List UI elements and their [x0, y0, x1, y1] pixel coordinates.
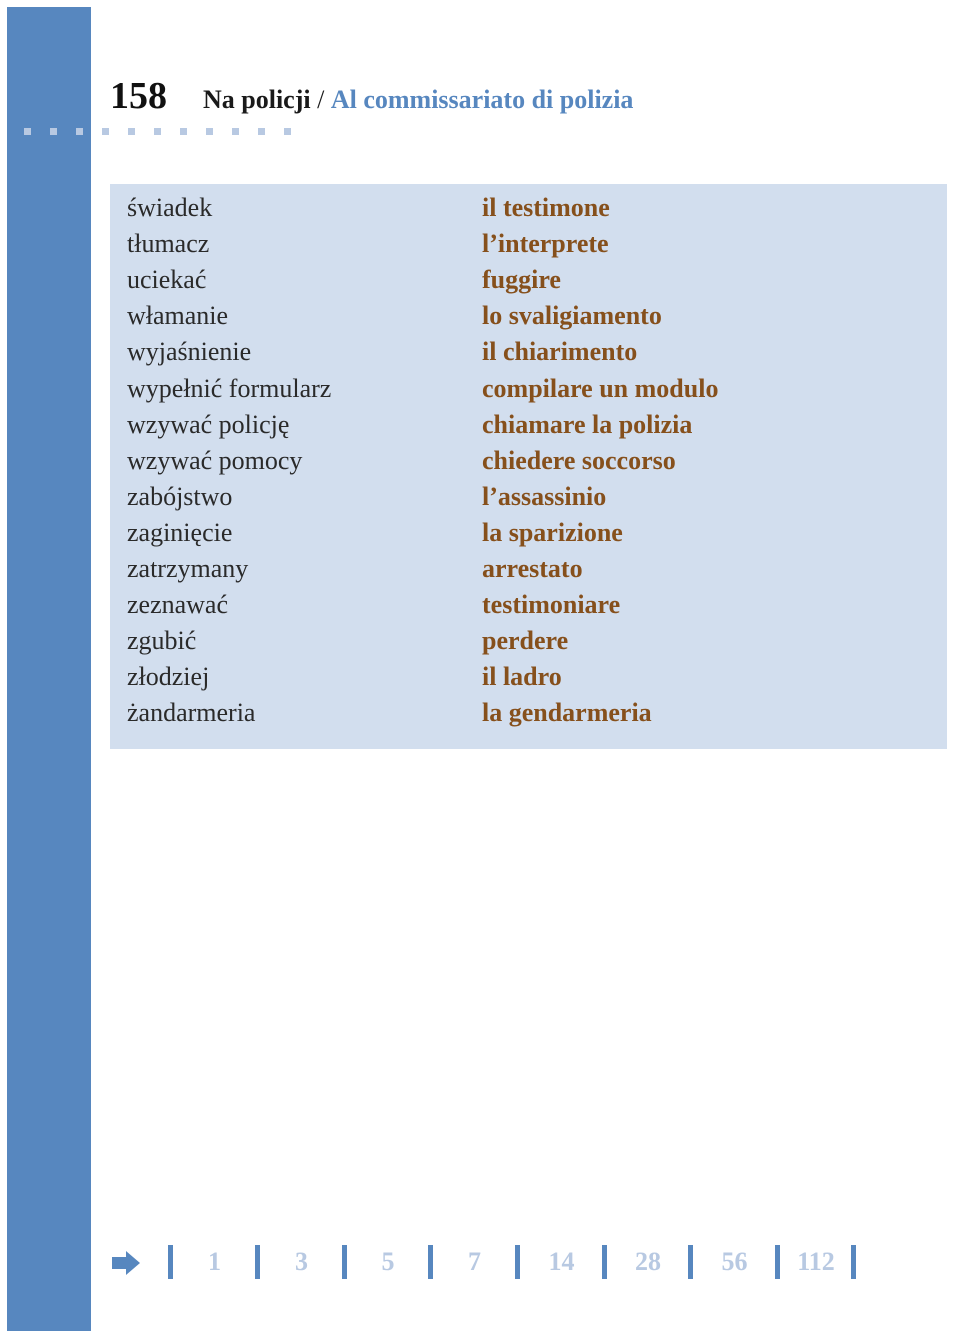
vocab-polish: wzywać policję: [127, 409, 290, 439]
vocab-row: [110, 587, 947, 623]
nav-separator: [342, 1245, 347, 1279]
page-number: 158: [110, 75, 167, 117]
nav-separator: [775, 1245, 780, 1279]
nav-page-56[interactable]: 56: [721, 1247, 748, 1276]
vocab-italian: l’assassinio: [482, 481, 607, 511]
nav-separator: [515, 1245, 520, 1279]
vocab-row: [110, 443, 947, 479]
dot: [24, 128, 31, 135]
vocab-row: [110, 515, 947, 551]
vocab-row: [110, 190, 947, 226]
dot: [232, 128, 239, 135]
vocab-italian: fuggire: [482, 265, 561, 295]
vocab-polish: wyjaśnienie: [127, 337, 252, 367]
side-bar: [7, 7, 91, 1331]
vocab-italian: l’interprete: [482, 229, 609, 259]
nav-page-5[interactable]: 5: [381, 1247, 395, 1276]
vocab-row: [110, 695, 947, 731]
vocab-italian: compilare un modulo: [482, 373, 719, 403]
title-polish: Na policji: [203, 85, 311, 114]
vocab-row: [110, 334, 947, 370]
vocab-italian: la sparizione: [482, 517, 623, 547]
vocab-polish: świadek: [127, 193, 213, 222]
nav-page-28[interactable]: 28: [635, 1247, 661, 1276]
page-navigation: [110, 1243, 870, 1283]
nav-separator: [688, 1245, 693, 1279]
dot: [76, 128, 83, 135]
vocabulary-box: [110, 184, 947, 749]
vocab-italian: chiamare la polizia: [482, 409, 693, 439]
vocab-polish: zeznawać: [127, 590, 229, 620]
nav-separator: [851, 1245, 856, 1279]
vocab-polish: złodziej: [127, 662, 210, 692]
vocab-row: [110, 226, 947, 262]
dot: [284, 128, 291, 135]
vocab-italian: perdere: [482, 626, 569, 656]
nav-separator: [428, 1245, 433, 1279]
vocab-row: [110, 623, 947, 659]
dot: [180, 128, 187, 135]
nav-separator: [602, 1245, 607, 1279]
title-separator: /: [310, 85, 331, 114]
vocab-polish: zatrzymany: [127, 554, 249, 583]
vocab-italian: testimoniare: [482, 590, 621, 620]
vocab-polish: zaginięcie: [127, 517, 233, 547]
vocab-polish: żandarmeria: [127, 698, 256, 728]
vocab-row: [110, 551, 947, 587]
vocab-row: [110, 298, 947, 334]
dot: [128, 128, 135, 135]
vocab-italian: arrestato: [482, 554, 583, 583]
vocab-italian: chiedere soccorso: [482, 445, 676, 475]
vocab-polish: włamanie: [127, 301, 229, 331]
vocab-row: [110, 659, 947, 695]
vocab-italian: il ladro: [482, 662, 562, 692]
nav-page-7[interactable]: 7: [468, 1247, 481, 1276]
title-italian: Al commissariato di polizia: [330, 85, 634, 114]
arrow-right-icon: [110, 1249, 142, 1277]
nav-page-3[interactable]: 3: [295, 1247, 308, 1276]
vocab-row: [110, 479, 947, 515]
nav-separator: [168, 1245, 173, 1279]
vocab-italian: lo svaligiamento: [482, 301, 662, 331]
vocab-italian: il testimone: [482, 193, 610, 222]
vocab-row: [110, 407, 947, 443]
vocab-polish: zabójstwo: [127, 481, 233, 511]
page-title: [203, 84, 633, 116]
decorative-dots: [24, 128, 291, 136]
dot: [102, 128, 109, 135]
nav-page-1[interactable]: 1: [208, 1247, 221, 1276]
vocab-polish: tłumacz: [127, 229, 210, 259]
dot: [154, 128, 161, 135]
vocab-polish: uciekać: [127, 265, 207, 295]
vocab-row: [110, 371, 947, 407]
vocab-polish: zgubić: [127, 626, 197, 656]
nav-separator: [255, 1245, 260, 1279]
vocab-italian: il chiarimento: [482, 337, 638, 367]
dot: [206, 128, 213, 135]
nav-page-14[interactable]: 14: [548, 1247, 575, 1276]
vocab-polish: wypełnić formularz: [127, 373, 332, 403]
vocab-row: [110, 262, 947, 298]
vocab-italian: la gendarmeria: [482, 698, 652, 728]
dot: [258, 128, 265, 135]
nav-page-112[interactable]: 112: [797, 1247, 835, 1276]
vocab-polish: wzywać pomocy: [127, 445, 303, 475]
dot: [50, 128, 57, 135]
